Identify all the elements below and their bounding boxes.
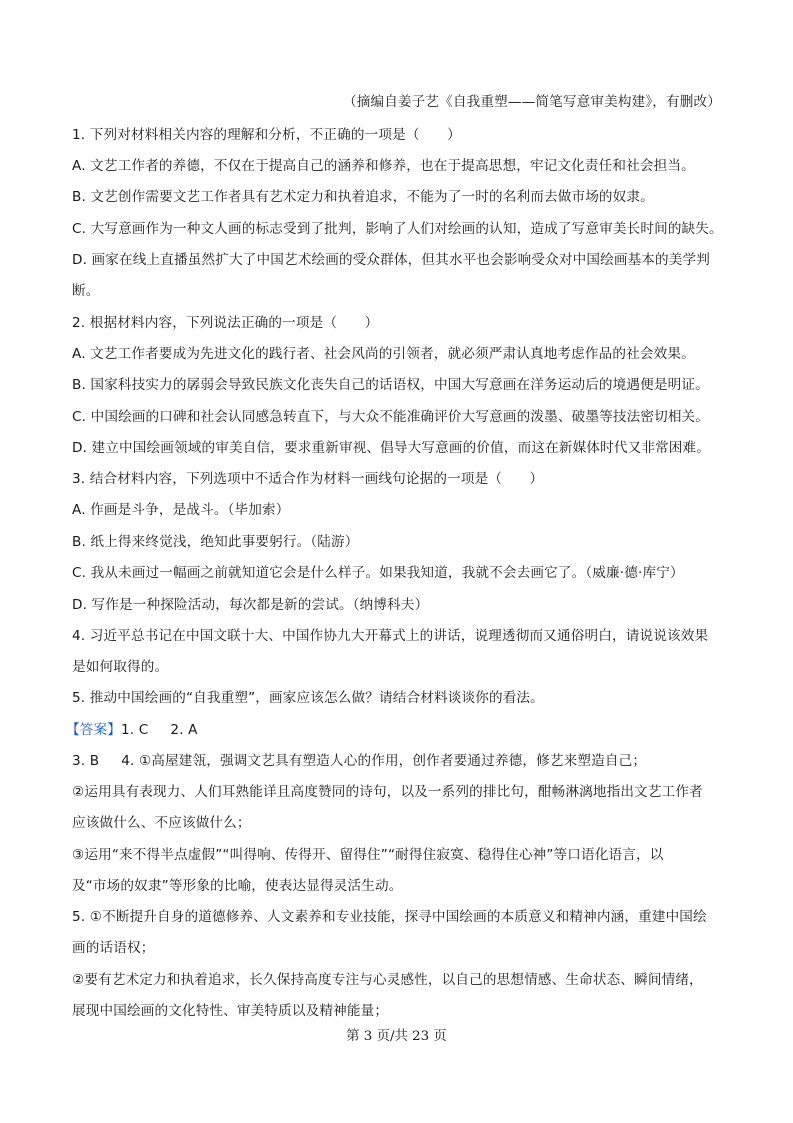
- question-3-option-c: C. 我从未画过一幅画之前就知道它会是什么样子。如果我知道，我就不会去画它了。（威廉·德·库宁）: [72, 565, 684, 581]
- answer-2: 2. A: [170, 722, 198, 738]
- question-3-stem: 3. 结合材料内容，下列选项中不适合作为材料一画线句论据的一项是（ ）: [72, 471, 544, 487]
- answer-label: 【答案】: [66, 722, 121, 738]
- answer-5-point-2-cont: 展现中国绘画的文化特性、审美特质以及精神能量；: [72, 1003, 389, 1019]
- answer-5-point-2: ②要有艺术定力和执着追求，长久保持高度专注与心灵感性，以自己的思想情感、生命状态、瞬间情绪，: [72, 972, 703, 988]
- question-2-option-c: C. 中国绘画的口碑和社会认同感急转直下，与大众不能准确评价大写意画的泼墨、破墨等技法密切相关。: [72, 409, 710, 425]
- answer-5-point-1-cont: 画的话语权；: [72, 940, 155, 956]
- answer-1: 1. C: [120, 722, 149, 738]
- question-5-stem: 5. 推动中国绘画的“自我重塑”，画家应该怎么做？请结合材料谈谈你的看法。: [72, 690, 544, 706]
- answer-row-1: [66, 720, 726, 740]
- page-footer: 第 3 页/共 23 页: [346, 1029, 447, 1044]
- answer-5-point-1: 5. ①不断提升自身的道德修养、人文素养和专业技能，探寻中国绘画的本质意义和精神内涵，重建中国绘: [72, 909, 707, 925]
- answer-4-point-3: ③运用“来不得半点虚假”“叫得响、传得开、留得住”“耐得住寂寞、稳得住心神”等口语化语言，以: [72, 847, 664, 863]
- question-1-option-d: D. 画家在线上直播虽然扩大了中国艺术绘画的受众群体，但其水平也会影响受众对中国绘画基本的美学判: [72, 252, 711, 268]
- question-1-stem: 1. 下列对材料相关内容的理解和分析，不正确的一项是（ ）: [72, 127, 461, 143]
- question-1-option-a: A. 文艺工作者的养德，不仅在于提高自己的涵养和修养，也在于提高思想，牢记文化责任和社会担当。: [72, 158, 695, 174]
- question-1-option-d-cont: 断。: [72, 283, 100, 299]
- question-3-option-d: D. 写作是一种探险活动，每次都是新的尝试。（纳博科夫）: [72, 597, 429, 613]
- question-2-option-a: A. 文艺工作者要成为先进文化的践行者、社会风尚的引领者，就必须严肃认真地考虑作品的社会效果。: [72, 346, 695, 362]
- answer-4-point-2: ②运用具有表现力、人们耳熟能详且高度赞同的诗句，以及一系列的排比句，酣畅淋漓地指出文艺工作者: [72, 784, 703, 800]
- question-2-stem: 2. 根据材料内容，下列说法正确的一项是（ ）: [72, 315, 379, 331]
- question-4-stem-cont: 是如何取得的。: [72, 659, 169, 675]
- question-2-option-d: D. 建立中国绘画领域的审美自信，要求重新审视、倡导大写意画的价值，而这在新媒体时代又非常困难。: [72, 440, 711, 456]
- answer-4-point-3-cont: 及“市场的奴隶”等形象的比喻，使表达显得灵活生动。: [72, 878, 403, 894]
- source-citation: （摘编自姜子艺《自我重塑——简笔写意审美构建》，有删改）: [342, 94, 721, 110]
- question-3-option-b: B. 纸上得来终觉浅，绝知此事要躬行。（陆游）: [72, 534, 359, 550]
- question-1-option-b: B. 文艺创作需要文艺工作者具有艺术定力和执着追求，不能为了一时的名利而去做市场的奴隶。: [72, 189, 654, 205]
- answer-3: 3. B: [72, 753, 100, 769]
- question-2-option-b: B. 国家科技实力的孱弱会导致民族文化丧失自己的话语权，中国大写意画在洋务运动后的境遇便是明证。: [72, 377, 709, 393]
- question-3-option-a: A. 作画是斗争，是战斗。（毕加索）: [72, 502, 290, 518]
- answer-row-2: [72, 751, 732, 771]
- answer-4-point-1: 4. ①高屋建瓴，强调文艺具有塑造人心的作用，创作者要通过养德，修艺来塑造自己；: [121, 753, 647, 769]
- answer-4-point-2-cont: 应该做什么、不应该做什么；: [72, 815, 251, 831]
- question-1-option-c: C. 大写意画作为一种文人画的标志受到了批判，影响了人们对绘画的认知，造成了写意审美长时间的缺失。: [72, 221, 723, 237]
- question-4-stem: 4. 习近平总书记在中国文联十大、中国作协九大开幕式上的讲话，说理透彻而又通俗明白，请说说该效果: [72, 628, 709, 644]
